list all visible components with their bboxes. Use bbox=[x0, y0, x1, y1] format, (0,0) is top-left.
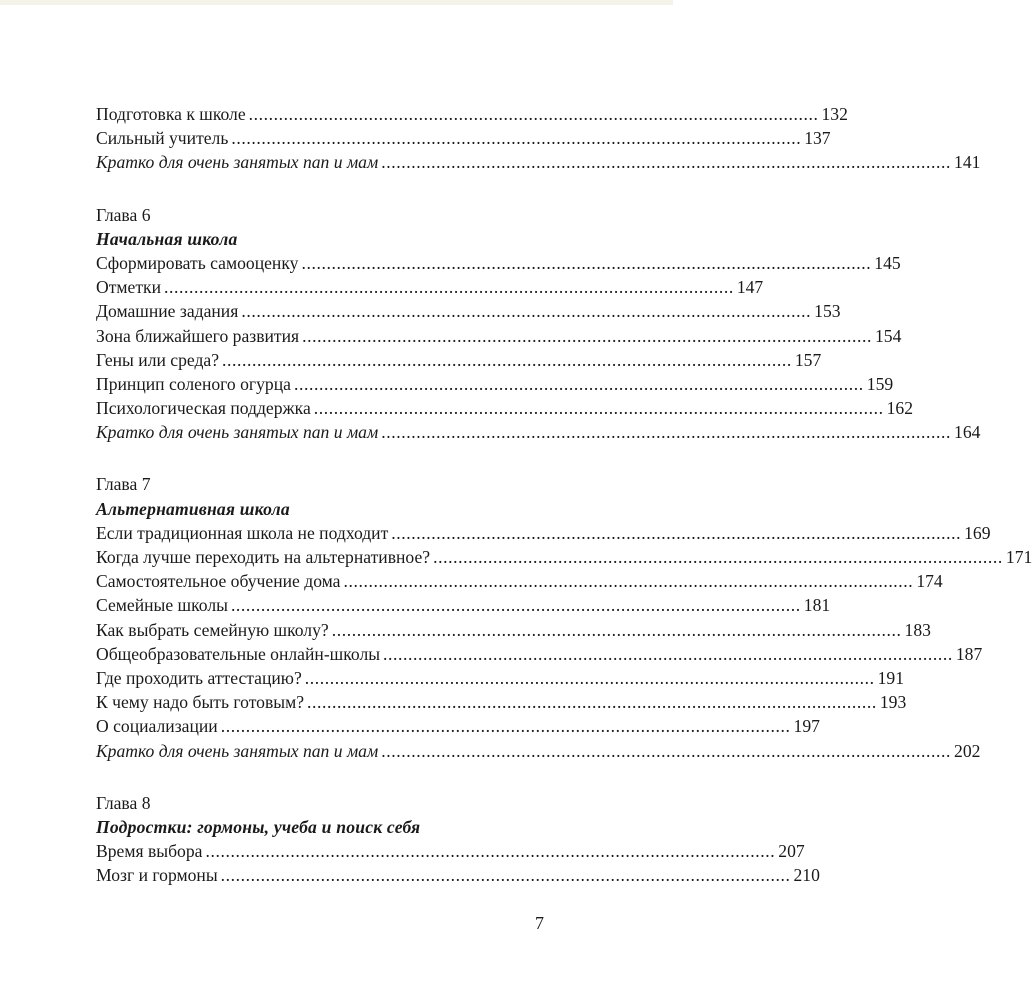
toc-entry-title: Психологическая поддержка bbox=[96, 398, 311, 419]
toc-entry bbox=[96, 593, 831, 617]
toc-entry bbox=[96, 372, 894, 396]
toc-entry-title: К чему надо быть готовым? bbox=[96, 692, 305, 713]
toc-entry-summary bbox=[96, 739, 981, 763]
toc-entry bbox=[96, 348, 822, 372]
toc-entry-title: Гены или среда? bbox=[96, 349, 220, 370]
toc-entry-page: 191 bbox=[877, 667, 904, 688]
intro-entries bbox=[96, 102, 981, 175]
toc-entry bbox=[96, 126, 831, 150]
chapter-label: Глава 8 bbox=[96, 792, 151, 813]
toc-leader-dots: .................................................................................................................. bbox=[164, 277, 734, 298]
toc-entry-page: 193 bbox=[879, 692, 907, 713]
toc-entry-page: 154 bbox=[874, 325, 902, 346]
toc-entry bbox=[96, 666, 904, 690]
toc-entry bbox=[96, 521, 991, 545]
chapter-title: Начальная школа bbox=[96, 228, 238, 249]
toc-entry-title: Мозг и гормоны bbox=[96, 865, 218, 886]
toc-entry-page: 207 bbox=[778, 841, 805, 862]
toc-entry-page: 132 bbox=[821, 104, 848, 124]
toc-entry-title: Кратко для очень занятых пап и мам bbox=[96, 740, 379, 761]
toc-entry-page: 174 bbox=[916, 571, 943, 592]
toc-leader-dots: .................................................................................................................. bbox=[313, 398, 884, 419]
toc-entry-title: Семейные школы bbox=[96, 595, 228, 616]
toc-leader-dots: .................................................................................................................. bbox=[220, 716, 791, 737]
toc-leader-dots: .................................................................................................................. bbox=[293, 373, 864, 394]
toc-entry-page: 153 bbox=[814, 301, 841, 322]
toc-entry-page: 159 bbox=[866, 373, 894, 394]
chapter-label: Глава 7 bbox=[96, 474, 151, 495]
toc-entry-title: Самостоятельное обучение дома bbox=[96, 571, 341, 592]
toc-leader-dots: .................................................................................................................. bbox=[381, 422, 952, 443]
toc-entry bbox=[96, 545, 1032, 569]
toc-entry-page: 162 bbox=[886, 398, 913, 419]
toc-entry-title: О социализации bbox=[96, 716, 218, 737]
toc-entry-title: Время выбора bbox=[96, 841, 203, 862]
toc-entry-page: 164 bbox=[954, 422, 981, 443]
toc-leader-dots: .................................................................................................................. bbox=[302, 325, 872, 346]
toc-leader-dots: .................................................................................................................. bbox=[304, 667, 875, 688]
toc-entry-page: 137 bbox=[804, 128, 831, 149]
toc-entry bbox=[96, 863, 820, 887]
toc-entry-title: Общеобразовательные онлайн-школы bbox=[96, 643, 381, 664]
toc-entry-page: 171 bbox=[1005, 547, 1032, 567]
toc-entry-title: Когда лучше переходить на альтернативное? bbox=[96, 547, 431, 567]
toc-entry bbox=[96, 714, 820, 738]
toc-entry-page: 157 bbox=[794, 349, 822, 370]
toc-leader-dots: .................................................................................................................. bbox=[391, 522, 962, 543]
toc-entry-title: Кратко для очень занятых пап и мам bbox=[96, 152, 379, 173]
toc-entry-page: 187 bbox=[955, 643, 983, 664]
toc-leader-dots: .................................................................................................................. bbox=[241, 301, 812, 322]
toc-leader-dots: .................................................................................................................. bbox=[220, 865, 791, 886]
toc-entry bbox=[96, 102, 848, 126]
toc-entry-title: Сформировать самооценку bbox=[96, 252, 299, 273]
toc-entry-title: Где проходить аттестацию? bbox=[96, 667, 302, 688]
toc-leader-dots: .................................................................................................................. bbox=[230, 595, 801, 616]
toc-entry-page: 210 bbox=[793, 865, 820, 886]
toc-entry-page: 202 bbox=[954, 740, 981, 761]
page-top-edge bbox=[0, 0, 673, 5]
toc-entry-page: 181 bbox=[803, 595, 831, 616]
toc-entry-page: 183 bbox=[904, 619, 931, 640]
toc-entry bbox=[96, 275, 764, 299]
toc-entry-title: Зона ближайшего развития bbox=[96, 325, 300, 346]
toc-entry-title: Принцип соленого огурца bbox=[96, 373, 291, 394]
toc-entry-title: Как выбрать семейную школу? bbox=[96, 619, 329, 640]
toc-entry-title: Отметки bbox=[96, 277, 161, 298]
toc-leader-dots: .................................................................................................................. bbox=[248, 104, 819, 124]
toc-leader-dots: .................................................................................................................. bbox=[222, 349, 792, 370]
toc-entry-summary bbox=[96, 150, 981, 174]
toc-leader-dots: .................................................................................................................. bbox=[231, 128, 802, 149]
toc-leader-dots: .................................................................................................................. bbox=[433, 547, 1003, 567]
chapter-title: Альтернативная школа bbox=[96, 498, 290, 519]
toc-entry-title: Кратко для очень занятых пап и мам bbox=[96, 422, 379, 443]
toc-leader-dots: .................................................................................................................. bbox=[205, 841, 776, 862]
toc-leader-dots: .................................................................................................................. bbox=[307, 692, 877, 713]
toc-entry bbox=[96, 251, 901, 275]
toc-leader-dots: .................................................................................................................. bbox=[343, 571, 914, 592]
toc-entry bbox=[96, 690, 907, 714]
toc-leader-dots: .................................................................................................................. bbox=[301, 252, 872, 273]
toc-entry bbox=[96, 618, 931, 642]
toc-leader-dots: .................................................................................................................. bbox=[331, 619, 902, 640]
toc-entry-page: 169 bbox=[964, 522, 991, 543]
toc-entry bbox=[96, 839, 805, 863]
toc-entry bbox=[96, 569, 943, 593]
toc-entry bbox=[96, 299, 841, 323]
chapter-title: Подростки: гормоны, учеба и поиск себя bbox=[96, 816, 421, 837]
toc-entry-page: 141 bbox=[954, 152, 981, 173]
toc-leader-dots: .................................................................................................................. bbox=[381, 740, 952, 761]
toc-entry-title: Домашние задания bbox=[96, 301, 239, 322]
toc-entry-title: Если традиционная школа не подходит bbox=[96, 522, 389, 543]
chapter-6 bbox=[96, 203, 981, 445]
chapter-7 bbox=[96, 472, 1032, 762]
toc-entry-page: 197 bbox=[793, 716, 820, 737]
table-of-contents bbox=[96, 102, 1032, 887]
toc-entry-summary bbox=[96, 420, 981, 444]
chapter-label: Глава 6 bbox=[96, 204, 151, 225]
toc-entry-page: 145 bbox=[874, 252, 901, 273]
chapter-8 bbox=[96, 791, 820, 888]
toc-entry bbox=[96, 396, 913, 420]
toc-entry-page: 147 bbox=[736, 277, 764, 298]
toc-entry-title: Подготовка к школе bbox=[96, 104, 246, 124]
toc-entry bbox=[96, 642, 983, 666]
toc-entry-title: Сильный учитель bbox=[96, 128, 229, 149]
toc-entry bbox=[96, 324, 902, 348]
toc-leader-dots: .................................................................................................................. bbox=[383, 643, 953, 664]
page-number: 7 bbox=[535, 913, 544, 933]
toc-leader-dots: .................................................................................................................. bbox=[381, 152, 952, 173]
